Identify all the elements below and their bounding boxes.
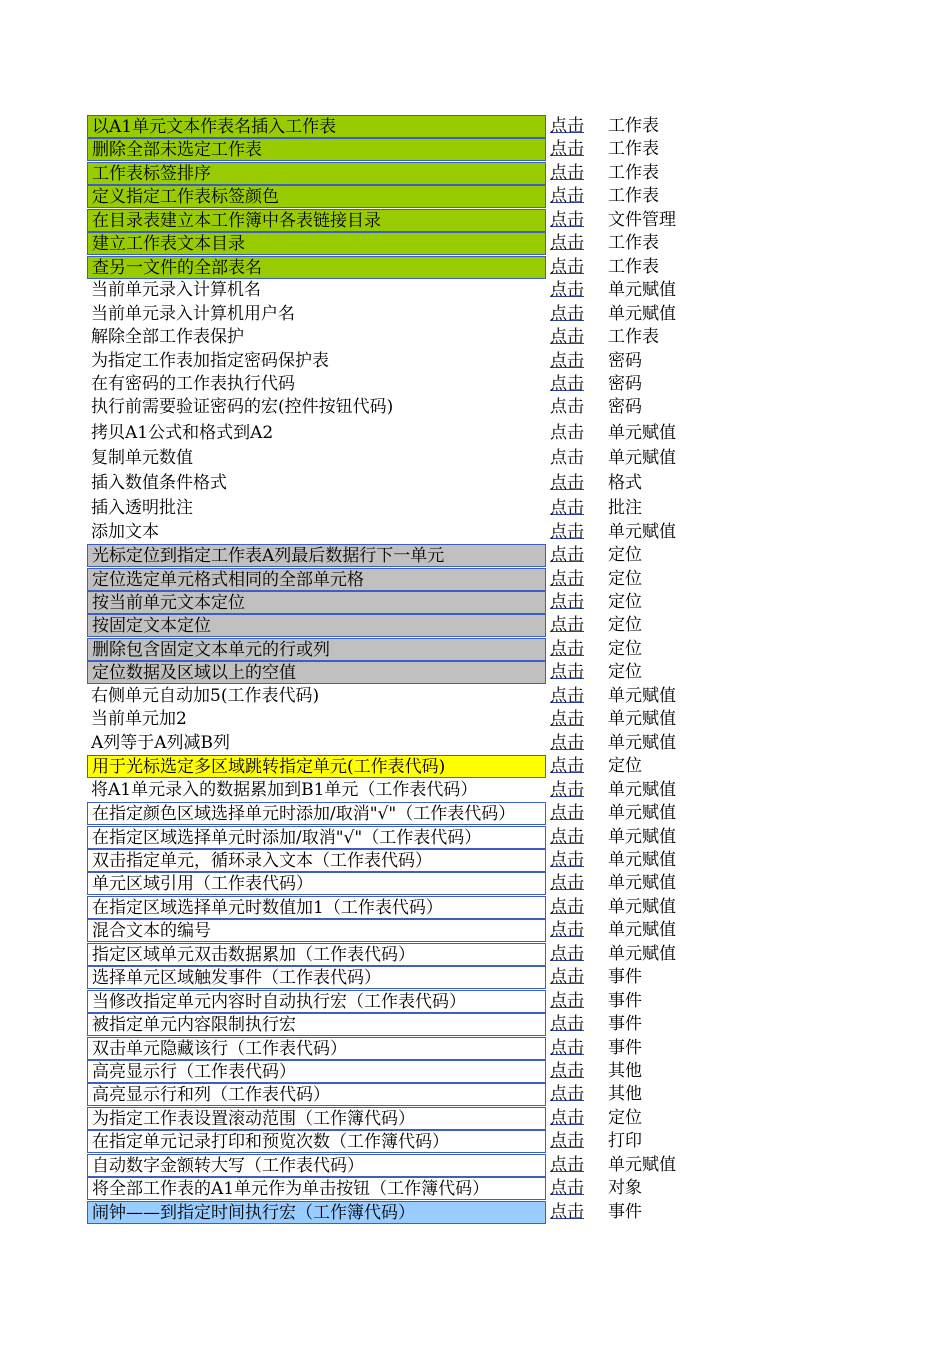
- run-link[interactable]: 点击: [550, 849, 584, 870]
- macro-title: 为指定工作表设置滚动范围（工作簿代码）: [87, 1107, 546, 1130]
- category-label: 工作表: [608, 256, 659, 277]
- category-label: 定位: [608, 545, 642, 566]
- table-row: [87, 209, 707, 232]
- run-link[interactable]: 点击: [550, 327, 584, 348]
- run-link[interactable]: 点击: [550, 473, 584, 493]
- run-link[interactable]: 点击: [550, 397, 584, 418]
- table-row: [87, 638, 707, 661]
- table-row: [87, 661, 707, 684]
- category-label: 定位: [608, 756, 642, 777]
- table-row: [87, 802, 707, 825]
- category-label: 定位: [608, 592, 642, 612]
- category-label: 工作表: [608, 116, 659, 136]
- run-link[interactable]: 点击: [550, 280, 584, 301]
- category-label: 工作表: [608, 162, 659, 183]
- macro-title: 定位数据及区域以上的空值: [87, 661, 546, 684]
- macro-title: 工作表标签排序: [87, 162, 546, 185]
- macro-title: 高亮显示行（工作表代码）: [87, 1060, 546, 1083]
- macro-title: 当前单元录入计算机用户名: [91, 303, 295, 324]
- run-link[interactable]: 点击: [550, 162, 584, 183]
- category-label: 单元赋值: [608, 521, 676, 542]
- table-row: [87, 919, 707, 942]
- category-label: 单元赋值: [608, 779, 676, 800]
- category-label: 工作表: [608, 233, 659, 254]
- run-link[interactable]: 点击: [550, 779, 584, 800]
- macro-title: 单元区域引用（工作表代码）: [87, 872, 546, 895]
- table-row: [87, 872, 707, 895]
- category-label: 事件: [608, 1014, 642, 1035]
- table-row: [87, 544, 707, 567]
- table-row: [87, 303, 707, 326]
- run-link[interactable]: 点击: [550, 521, 584, 542]
- table-row: [87, 755, 707, 778]
- macro-title: 添加文本: [91, 521, 159, 542]
- run-link[interactable]: 点击: [550, 209, 584, 230]
- run-link[interactable]: 点击: [550, 303, 584, 324]
- category-label: 单元赋值: [608, 303, 676, 324]
- macro-title: 用于光标选定多区域跳转指定单元(工作表代码): [87, 755, 546, 778]
- macro-title: 查另一文件的全部表名: [87, 256, 546, 279]
- category-label: 事件: [608, 967, 642, 988]
- table-row: [87, 326, 707, 349]
- category-label: 单元赋值: [608, 280, 676, 301]
- run-link[interactable]: 点击: [550, 116, 584, 136]
- table-row: [87, 232, 707, 255]
- category-label: 单元赋值: [608, 732, 676, 753]
- table-row: [87, 256, 707, 279]
- macro-title: 将A1单元录入的数据累加到B1单元（工作表代码）: [91, 779, 478, 800]
- macro-title: 选择单元区域触发事件（工作表代码）: [87, 966, 546, 989]
- category-label: 定位: [608, 1107, 642, 1128]
- macro-title: 当前单元录入计算机名: [91, 280, 261, 301]
- macro-title: 插入数值条件格式: [91, 473, 227, 493]
- run-link[interactable]: 点击: [550, 350, 584, 371]
- table-row: [87, 685, 707, 708]
- category-label: 其他: [608, 1061, 642, 1081]
- table-row: [87, 943, 707, 966]
- category-label: 密码: [608, 350, 642, 371]
- macro-title: 拷贝A1公式和格式到A2: [91, 422, 274, 443]
- macro-title: 按当前单元文本定位: [87, 591, 546, 614]
- macro-title: 在指定区域选择单元时数值加1（工作表代码）: [87, 896, 546, 919]
- macro-title: 定义指定工作表标签颜色: [87, 185, 546, 208]
- table-row: [87, 896, 707, 919]
- category-label: 定位: [608, 615, 642, 636]
- run-link[interactable]: 点击: [550, 1061, 584, 1081]
- table-row: [87, 591, 707, 614]
- table-row: [87, 1037, 707, 1060]
- macro-title: 定位选定单元格式相同的全部单元格: [87, 568, 546, 591]
- run-link[interactable]: 点击: [550, 990, 584, 1011]
- macro-title: 闹钟——到指定时间执行宏（工作簿代码）: [87, 1201, 546, 1224]
- run-link[interactable]: 点击: [550, 826, 584, 847]
- table-row: [87, 990, 707, 1013]
- run-link[interactable]: 点击: [550, 967, 584, 988]
- category-label: 打印: [608, 1131, 642, 1152]
- table-row: [87, 849, 707, 872]
- macro-title: 在目录表建立本工作簿中各表链接目录: [87, 209, 546, 232]
- macro-title: 双击单元隐藏该行（工作表代码）: [87, 1037, 546, 1060]
- run-link[interactable]: 点击: [550, 422, 584, 443]
- macro-title: 当修改指定单元内容时自动执行宏（工作表代码）: [87, 990, 546, 1013]
- table-row: [87, 279, 707, 302]
- run-link[interactable]: 点击: [550, 592, 584, 612]
- run-link[interactable]: 点击: [550, 756, 584, 777]
- run-link[interactable]: 点击: [550, 498, 584, 519]
- table-row: [87, 447, 707, 470]
- category-label: 单元赋值: [608, 849, 676, 870]
- table-row: [87, 1154, 707, 1177]
- macro-title: 当前单元加2: [91, 709, 187, 730]
- run-link[interactable]: 点击: [550, 896, 584, 917]
- run-link[interactable]: 点击: [550, 545, 584, 566]
- category-label: 工作表: [608, 327, 659, 348]
- table-row: [87, 732, 707, 755]
- macro-title: 高亮显示行和列（工作表代码）: [87, 1083, 546, 1106]
- category-label: 定位: [608, 662, 642, 683]
- macro-title: 光标定位到指定工作表A列最后数据行下一单元: [87, 544, 546, 567]
- category-label: 单元赋值: [608, 920, 676, 941]
- table-row: [87, 826, 707, 849]
- macro-title: 双击指定单元，循环录入文本（工作表代码）: [87, 849, 546, 872]
- category-label: 单元赋值: [608, 943, 676, 964]
- category-label: 定位: [608, 638, 642, 659]
- macro-title: 指定区域单元双击数据累加（工作表代码）: [87, 943, 546, 966]
- category-label: 单元赋值: [608, 447, 676, 468]
- category-label: 单元赋值: [608, 873, 676, 894]
- table-row: [87, 708, 707, 731]
- table-row: [87, 373, 707, 396]
- macro-title: 删除全部未选定工作表: [87, 138, 546, 161]
- macro-title: 在有密码的工作表执行代码: [91, 373, 295, 394]
- category-label: 批注: [608, 498, 642, 519]
- macro-title: 以A1单元文本作表名插入工作表: [87, 115, 546, 138]
- run-link[interactable]: 点击: [550, 1084, 584, 1105]
- run-link[interactable]: 点击: [550, 685, 584, 706]
- macro-title: 按固定文本定位: [87, 614, 546, 637]
- run-link[interactable]: 点击: [550, 732, 584, 753]
- category-label: 单元赋值: [608, 896, 676, 917]
- run-link[interactable]: 点击: [550, 662, 584, 683]
- run-link[interactable]: 点击: [550, 615, 584, 636]
- category-label: 密码: [608, 373, 642, 394]
- run-link[interactable]: 点击: [550, 186, 584, 207]
- table-row: [87, 115, 707, 138]
- run-link[interactable]: 点击: [550, 920, 584, 941]
- run-link[interactable]: 点击: [550, 447, 584, 468]
- macro-title: 为指定工作表加指定密码保护表: [91, 350, 329, 371]
- table-row: [87, 185, 707, 208]
- macro-title: 在指定单元记录打印和预览次数（工作簿代码）: [87, 1130, 546, 1153]
- category-label: 其他: [608, 1084, 642, 1105]
- table-row: [87, 497, 707, 520]
- table-row: [87, 396, 707, 419]
- macro-title: 自动数字金额转大写（工作表代码）: [87, 1154, 546, 1177]
- run-link[interactable]: 点击: [550, 638, 584, 659]
- table-row: [87, 1177, 707, 1200]
- run-link[interactable]: 点击: [550, 256, 584, 277]
- run-link[interactable]: 点击: [550, 1178, 584, 1199]
- macro-title: 解除全部工作表保护: [91, 327, 244, 348]
- run-link[interactable]: 点击: [550, 1107, 584, 1128]
- run-link[interactable]: 点击: [550, 1201, 584, 1222]
- category-label: 事件: [608, 1201, 642, 1222]
- table-row: [87, 162, 707, 185]
- run-link[interactable]: 点击: [550, 1154, 584, 1175]
- run-link[interactable]: 点击: [550, 873, 584, 894]
- run-link[interactable]: 点击: [550, 1037, 584, 1058]
- category-label: 单元赋值: [608, 1154, 676, 1175]
- run-link[interactable]: 点击: [550, 1131, 584, 1152]
- category-label: 事件: [608, 990, 642, 1011]
- table-row: [87, 614, 707, 637]
- macro-title: 建立工作表文本目录: [87, 232, 546, 255]
- macro-title: A列等于A列减B列: [91, 732, 231, 753]
- macro-title: 复制单元数值: [91, 447, 193, 468]
- category-label: 定位: [608, 568, 642, 589]
- macro-title: 混合文本的编号: [87, 919, 546, 942]
- table-row: [87, 966, 707, 989]
- macro-title: 右侧单元自动加5(工作表代码): [91, 685, 320, 706]
- table-row: [87, 521, 707, 544]
- category-label: 事件: [608, 1037, 642, 1058]
- category-label: 工作表: [608, 186, 659, 207]
- run-link[interactable]: 点击: [550, 568, 584, 589]
- macro-title: 在指定颜色区域选择单元时添加/取消"√"（工作表代码）: [87, 802, 546, 825]
- table-row: [87, 422, 707, 445]
- table-row: [87, 779, 707, 802]
- category-label: 对象: [608, 1178, 642, 1199]
- macro-title: 删除包含固定文本单元的行或列: [87, 638, 546, 661]
- table-row: [87, 1013, 707, 1036]
- category-label: 单元赋值: [608, 803, 676, 824]
- macro-title: 被指定单元内容限制执行宏: [87, 1013, 546, 1036]
- macro-title: 在指定区域选择单元时添加/取消"√"（工作表代码）: [87, 826, 546, 849]
- macro-title: 插入透明批注: [91, 498, 193, 519]
- run-link[interactable]: 点击: [550, 233, 584, 254]
- run-link[interactable]: 点击: [550, 943, 584, 964]
- table-row: [87, 1130, 707, 1153]
- table-row: [87, 350, 707, 373]
- category-label: 格式: [608, 473, 642, 493]
- table-row: [87, 1060, 707, 1083]
- run-link[interactable]: 点击: [550, 709, 584, 730]
- category-label: 单元赋值: [608, 685, 676, 706]
- category-label: 文件管理: [608, 209, 676, 230]
- table-row: [87, 1107, 707, 1130]
- category-label: 工作表: [608, 139, 659, 160]
- table-row: [87, 1201, 707, 1224]
- table-row: [87, 568, 707, 591]
- category-label: 单元赋值: [608, 422, 676, 443]
- run-link[interactable]: 点击: [550, 139, 584, 160]
- category-label: 单元赋值: [608, 709, 676, 730]
- category-label: 单元赋值: [608, 826, 676, 847]
- table-row: [87, 472, 707, 495]
- table-row: [87, 138, 707, 161]
- macro-title: 执行前需要验证密码的宏(控件按钮代码): [91, 397, 394, 418]
- category-label: 密码: [608, 397, 642, 418]
- table-row: [87, 1083, 707, 1106]
- run-link[interactable]: 点击: [550, 373, 584, 394]
- macro-title: 将全部工作表的A1单元作为单击按钮（工作簿代码）: [87, 1177, 546, 1200]
- run-link[interactable]: 点击: [550, 1014, 584, 1035]
- run-link[interactable]: 点击: [550, 803, 584, 824]
